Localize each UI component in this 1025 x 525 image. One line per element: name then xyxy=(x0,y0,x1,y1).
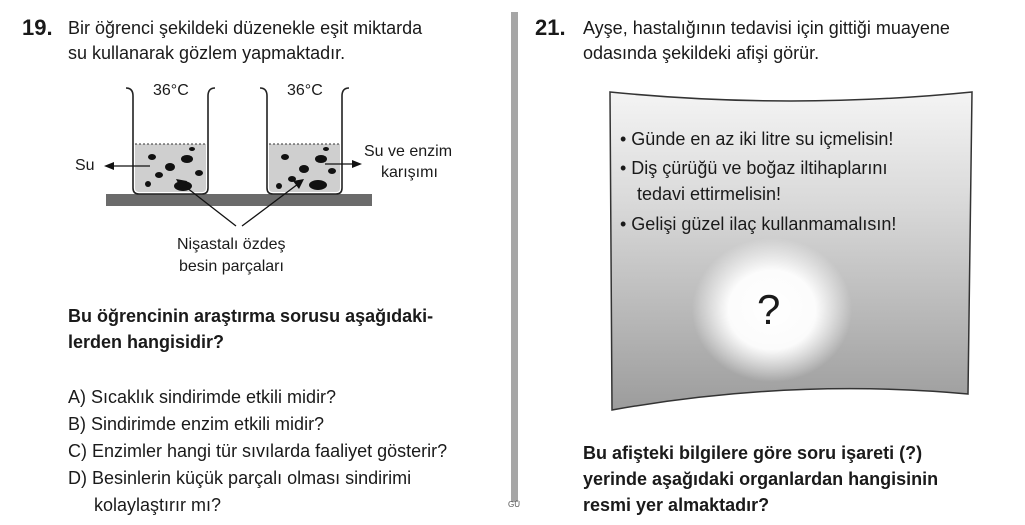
question-21-prompt-line2: yerinde aşağıdaki organlardan hangisinin xyxy=(583,469,939,489)
poster-question-mark: ? xyxy=(757,286,781,333)
question-21-prompt-line1: Bu afişteki bilgilere göre soru işareti (?) xyxy=(583,443,923,463)
temperature-right: 36°C xyxy=(287,82,323,99)
question-19-prompt-line1: Bu öğrencinin araştırma sorusu aşağıdaki- xyxy=(68,306,434,326)
arrow-mixture xyxy=(352,160,362,168)
option-d-line2[interactable]: kolaylaştırır mı? xyxy=(94,495,222,515)
label-mixture-line2: karışımı xyxy=(381,164,438,181)
label-food-line1: Nişastalı özdeş xyxy=(177,236,286,253)
option-a[interactable]: A) Sıcaklık sindirimde etkili midir? xyxy=(68,387,337,407)
question-19-text-line1: Bir öğrenci şekildeki düzenekle eşit miktarda xyxy=(68,18,423,38)
beaker-experiment-diagram xyxy=(60,78,490,288)
table-shelf xyxy=(106,194,372,206)
arrow-water xyxy=(104,162,114,170)
question-19-prompt-line2: lerden hangisidir? xyxy=(68,332,225,352)
question-21-prompt-line3: resmi yer almaktadır? xyxy=(583,495,770,515)
question-21-number: 21. xyxy=(535,15,566,40)
temperature-left: 36°C xyxy=(153,82,189,99)
option-b[interactable]: B) Sindirimde enzim etkili midir? xyxy=(68,414,325,434)
poster-bullet-3: • Gelişi güzel ilaç kullanmamalısın! xyxy=(620,214,897,234)
poster-bullet-2-line1: • Diş çürüğü ve boğaz iltihaplarını xyxy=(620,158,888,178)
label-water: Su xyxy=(75,157,95,174)
option-c[interactable]: C) Enzimler hangi tür sıvılarda faaliyet gösterir? xyxy=(68,441,448,461)
label-mixture-line1: Su ve enzim xyxy=(364,143,453,160)
column-divider xyxy=(511,12,518,502)
question-21-text-line2: odasında şekildeki afişi görür. xyxy=(583,43,820,63)
question-19-number: 19. xyxy=(22,15,53,40)
question-21-text-line1: Ayşe, hastalığının tedavisi için gittiği muayene xyxy=(583,18,950,38)
vertical-footer-text: GÜ xyxy=(508,500,520,509)
question-19-text-line2: su kullanarak gözlem yapmaktadır. xyxy=(68,43,346,63)
poster-bullet-1: • Günde en az iki litre su içmelisin! xyxy=(620,129,894,149)
poster-bullet-2-line2: tedavi ettirmelisin! xyxy=(637,184,782,204)
option-d-line1[interactable]: D) Besinlerin küçük parçalı olması sindirimi xyxy=(68,468,412,488)
label-food-line2: besin parçaları xyxy=(179,258,284,275)
